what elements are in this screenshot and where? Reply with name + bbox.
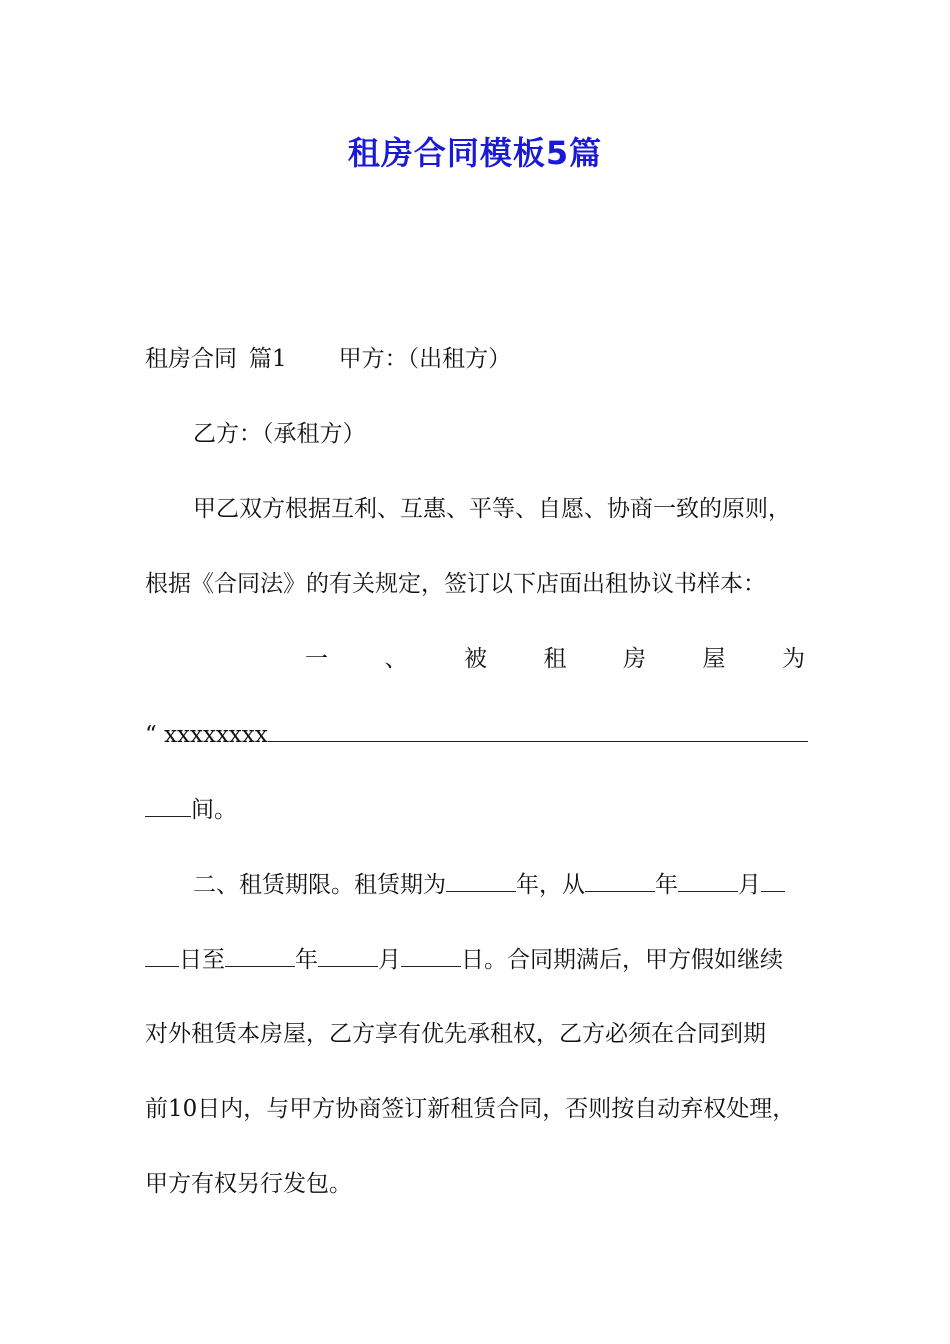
blank-underline (225, 944, 295, 967)
blank-underline (585, 869, 655, 892)
clause-2-text: 日。合同期满后，甲方假如继续 (461, 947, 783, 973)
clause-1-fill-line (145, 719, 810, 750)
document-title: 租房合同模板5篇 (347, 134, 603, 172)
blank-underline (145, 944, 179, 967)
clause-2-line-5: 甲方有权另行发包。 (145, 1171, 352, 1197)
clause-1-end-line (145, 794, 810, 825)
blank-underline (318, 944, 378, 967)
clause-1-char: 房 (623, 646, 646, 672)
clause-1-char: 为 (782, 646, 805, 672)
clause-2-text: 月 (378, 947, 401, 973)
clause-2-line-2 (145, 944, 810, 975)
clause-2-text: 年 (655, 872, 678, 898)
contract-header-line (145, 344, 810, 374)
clause-1-char: 一 (305, 646, 328, 672)
blank-underline (145, 794, 191, 817)
clause-2-line-3: 对外租赁本房屋，乙方享有优先承租权，乙方必须在合同到期 (145, 1021, 766, 1047)
blank-underline (761, 869, 785, 892)
article-label: 篇1 (249, 346, 287, 372)
clause-2-text: 日至 (179, 947, 225, 973)
blank-underline (401, 944, 461, 967)
clause-1-char: 屋 (702, 646, 726, 672)
clause-2-text: 二、租赁期限。租赁期为 (193, 872, 446, 898)
clause-1-char: 租 (543, 646, 567, 672)
clause-2-line-1 (193, 869, 810, 900)
clause-1-char: 、 (384, 646, 408, 672)
contract-label: 租房合同 (145, 346, 237, 372)
blank-underline (268, 719, 808, 742)
intro-line-1: 甲乙双方根据互利、互惠、平等、自愿、协商一致的原则， (193, 496, 791, 522)
clause-2-line-4: 前10日内，与甲方协商签订新租赁合同，否则按自动弃权处理， (145, 1096, 796, 1122)
clause-1-end: 间。 (191, 797, 237, 823)
clause-1-char: 被 (464, 646, 487, 672)
clause-2-text: 年 (295, 947, 318, 973)
intro-line-2: 根据《合同法》的有关规定，签订以下店面出租协议书样本： (145, 571, 766, 597)
blank-underline (678, 869, 738, 892)
clause-2-text: 年，从 (516, 872, 585, 898)
blank-underline (446, 869, 516, 892)
party-a-label: 甲方：（出租方） (338, 346, 512, 372)
party-b-label: 乙方：（承租方） (193, 421, 366, 447)
clause-1-quote: “ xxxxxxxx (145, 722, 268, 748)
clause-2-text: 月 (738, 872, 761, 898)
clause-1-heading (305, 644, 805, 674)
